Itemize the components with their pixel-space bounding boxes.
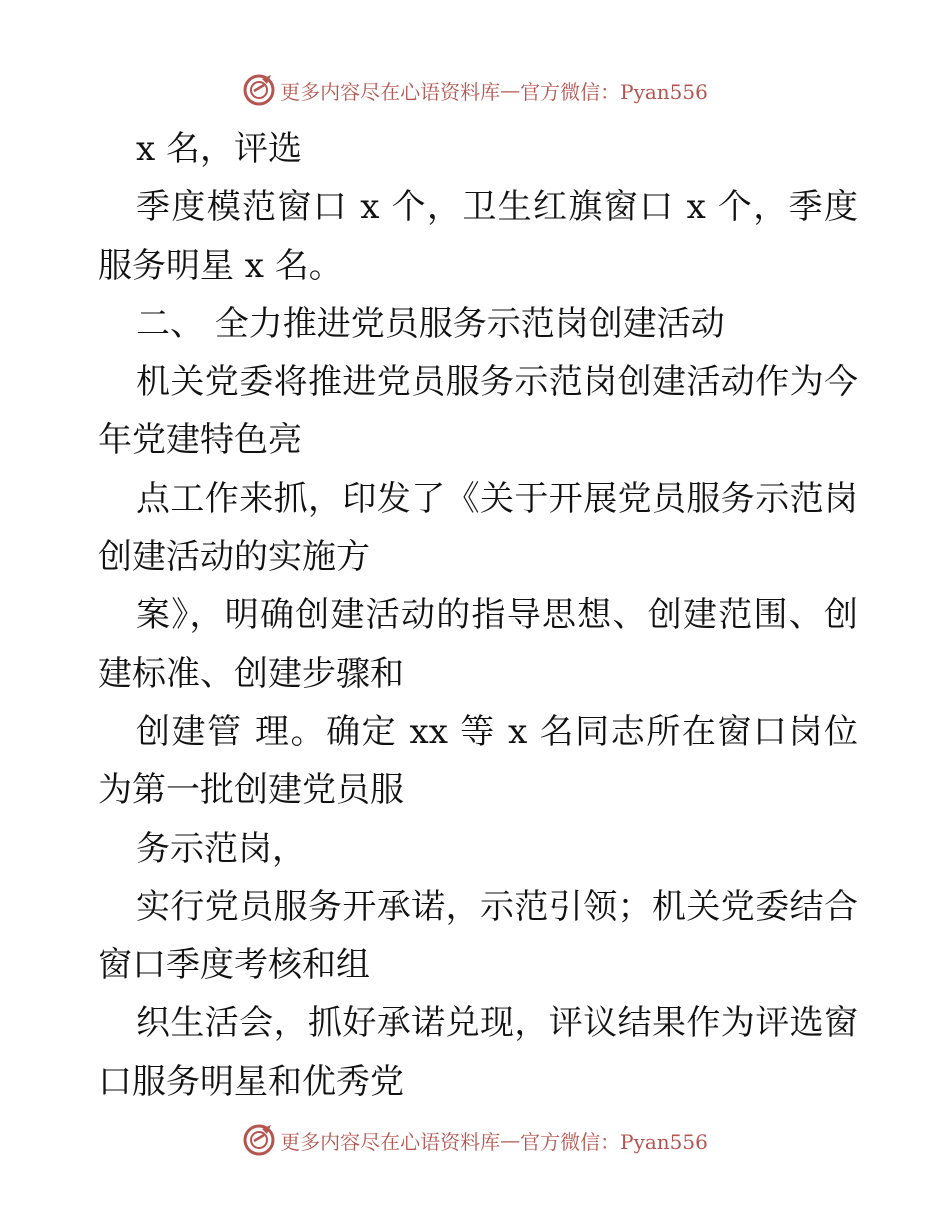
text-line: 机关党委将推进党员服务示范岗创建活动作为今 (136, 362, 858, 403)
text-line: 为第一批创建党员服 (98, 770, 404, 811)
text-line: 创建活动的实施方 (98, 537, 370, 578)
seal-logo-icon (242, 1123, 276, 1157)
text-line: 建标准、创建步骤和 (98, 653, 404, 694)
text-line: 案》，明确创建活动的指导思想、创建范围、创 (136, 595, 858, 636)
footer-wechat-text: 官方微信：Pyan556 (520, 1129, 708, 1154)
text-line: 窗口季度考核和组 (98, 945, 370, 986)
footer-separator: — (500, 1128, 521, 1152)
header-wechat-text: 官方微信：Pyan556 (520, 79, 708, 104)
text-line: 季度模范窗口 x 个，卫生红旗窗口 x 个，季度 (136, 187, 858, 228)
footer-banner (0, 1120, 950, 1160)
document-body (98, 120, 858, 1111)
text-line: 点工作来抓，印发了《关于开展党员服务示范岗 (136, 478, 858, 519)
header-separator: — (500, 78, 521, 102)
section-heading: 二、 全力推进党员服务示范岗创建活动 (136, 303, 725, 344)
text-line: 年党建特色亮 (98, 420, 302, 461)
text-line: x 名，评选 (136, 129, 302, 169)
header-brand-text: 更多内容尽在心语资料库 (280, 79, 501, 104)
text-line: 实行党员服务开承诺，示范引领；机关党委结合 (136, 886, 858, 927)
text-line: 务示范岗， (136, 828, 306, 869)
footer-brand-text: 更多内容尽在心语资料库 (280, 1129, 501, 1154)
text-line: 口服务明星和优秀党 (98, 1061, 404, 1102)
text-line: 创建管 理。确定 xx 等 x 名同志所在窗口岗位 (136, 711, 858, 752)
text-line: 织生活会，抓好承诺兑现，评议结果作为评选窗 (136, 1003, 858, 1044)
text-line: 服务明星 x 名。 (98, 245, 343, 286)
header-banner (0, 70, 950, 110)
seal-logo-icon (242, 73, 276, 107)
